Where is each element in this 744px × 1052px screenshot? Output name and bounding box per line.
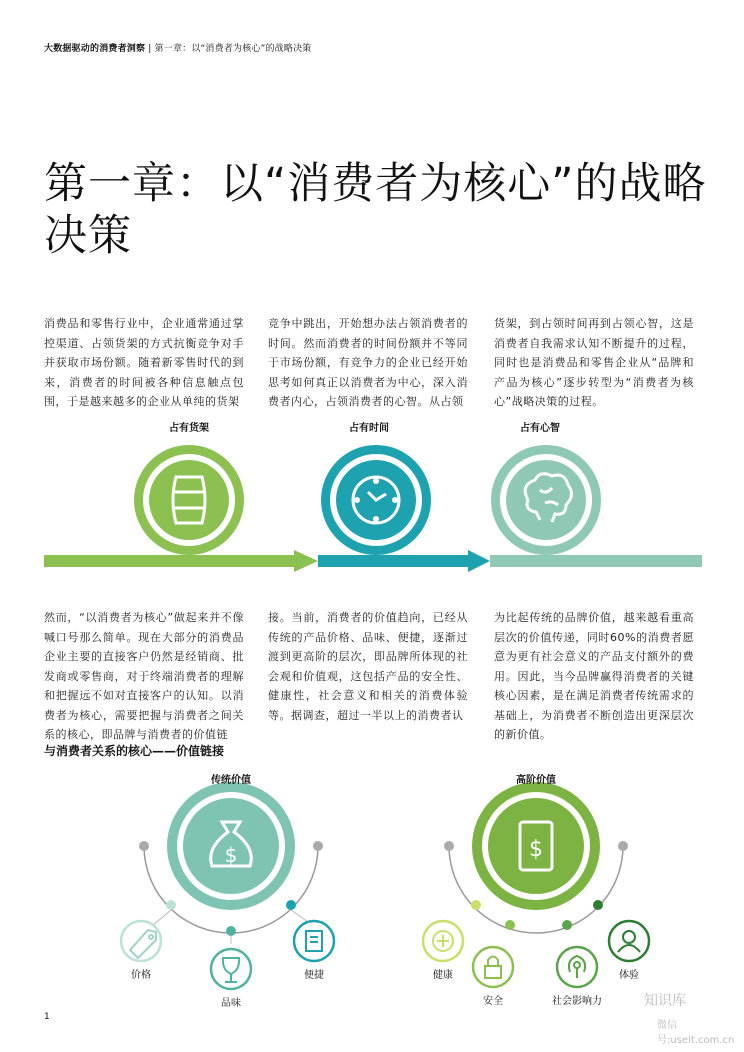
svg-text:$: $	[224, 843, 238, 867]
section-title: 与消费者关系的核心——价值链接	[44, 744, 225, 758]
value-label-social-impact: 社会影响力	[552, 996, 602, 1007]
svg-text:$: $	[529, 837, 543, 862]
value-label-taste: 品味	[221, 998, 241, 1009]
body-col-1: 然而，“以消费者为核心”做起来并不像喊口号那么简单。现在大部分的消费品企业主要的直接客户仍然是经销商、批发商或零售商，对于终端消费者的理解和把握远不如对直接客户的认知。以消费者为核心，需要把握与消费者之间关系的核心，即品牌与消费者的价值链	[44, 611, 244, 741]
value-label-health: 健康	[433, 970, 453, 981]
intro-col-3: 货架，到占领时间再到占领心智，这是消费者自我需求认知不断提升的过程，同时也是消费品和零售企业从“品牌和产品为核心”逐步转型为“消费者为核心”战略决策的过程。	[494, 317, 694, 408]
value-label-price: 价格	[131, 970, 151, 981]
value-label-convenience: 便捷	[304, 970, 324, 981]
traditional-title: 传统价值	[211, 775, 251, 786]
page-title: 第一章：以“消费者为核心”的战略决策	[44, 159, 707, 261]
advanced-title: 高阶价值	[516, 775, 556, 786]
stage-circle-mind	[491, 445, 601, 555]
clock-icon	[353, 477, 399, 523]
value-label-experience: 体验	[619, 970, 639, 981]
header-rest: | 第一章：以“消费者为核心”的战略决策	[145, 44, 312, 54]
watermark-title: 知识库	[644, 993, 686, 1009]
intro-col-2: 竞争中跳出，开始想办法占领消费者的时间。然而消费者的时间份额并不等同于市场份额，有竞争力的企业已经开始思考如何真正以消费者为中心，深入消费者内心，占领消费者的心智。从占领	[268, 317, 468, 408]
page-number: 1	[44, 1012, 50, 1022]
stage-label-mind: 占有心智	[520, 423, 560, 434]
value-label-safety: 安全	[483, 996, 503, 1007]
stage-circle-shelf	[134, 445, 244, 555]
watermark-account: 微信号:useit.com.cn	[657, 1020, 735, 1046]
advanced-value-diagram	[423, 782, 649, 987]
stage-label-shelf: 占有货架	[169, 423, 209, 434]
body-col-2: 接。当前，消费者的价值趋向，已经从传统的产品价格、品味、便捷，逐渐过渡到更高阶的层次，即品牌所体现的社会观和价值观，这包括产品的安全性、健康性，社会意义和相关的消费体验等。据调查，超过一半以上的消费者认	[268, 611, 468, 722]
header-bold: 大数据驱动的消费者洞察	[44, 44, 146, 54]
intro-col-1: 消费品和零售行业中，企业通常通过掌控渠道、占领货架的方式抗衡竞争对手并获取市场份额。随着新零售时代的到来，消费者的时间被各种信息触点包围，于是越来越多的企业从单纯的货架	[44, 317, 244, 408]
stage-label-time: 占有时间	[349, 423, 389, 434]
body-col-3: 为比起传统的品牌价值，越来越看重高层次的价值传递，同时60%的消费者愿意为更有社会意义的产品支付额外的费用。因此，当今品牌赢得消费者的关键核心因素，是在满足消费者传统需求的基础上，为消费者不断创造出更深层次的新价值。	[494, 611, 694, 741]
